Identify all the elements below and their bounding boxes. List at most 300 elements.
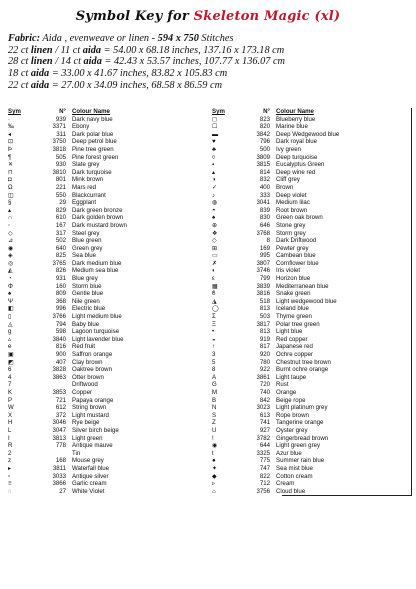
key-row — [8, 328, 208, 336]
colour-name: Cotton cream — [276, 472, 313, 480]
colour-name: Slate grey — [72, 161, 100, 169]
thread-number: 712 — [259, 480, 270, 488]
thread-number: 3033 — [52, 472, 66, 480]
key-row — [212, 283, 412, 291]
key-row — [8, 237, 208, 245]
key-row — [212, 427, 412, 435]
colour-name: Light wedgewood blue — [276, 297, 337, 305]
key-row — [8, 230, 208, 238]
thread-number — [30, 450, 72, 458]
thread-number: 640 — [55, 244, 66, 252]
thread-number: 720 — [259, 381, 270, 389]
colour-name: Pine tree green — [72, 145, 114, 153]
header-colour-name: Colour Name — [72, 108, 110, 115]
size-count: 28 ct — [8, 56, 31, 68]
colour-name: Silver birch beige — [72, 426, 119, 434]
colour-name: Iceland blue — [276, 305, 309, 313]
thread-symbol: G — [212, 381, 217, 389]
thread-symbol: ⊕ — [212, 221, 218, 229]
size-fabric: linen — [30, 44, 53, 56]
thread-number: 922 — [259, 366, 270, 374]
stitch-count: 594 x 750 — [157, 33, 199, 44]
colour-name: Blue grey — [72, 275, 98, 283]
colour-name: Azur blue — [276, 449, 302, 457]
colour-name: Rye beige — [72, 419, 100, 427]
colour-name: Light lavender blue — [72, 335, 124, 343]
thread-number: 368 — [55, 297, 66, 305]
colour-name: Deep turquoise — [276, 153, 318, 161]
colour-name: Red fruit — [72, 343, 96, 351]
thread-symbol: ≡ — [8, 480, 12, 488]
thread-number: 816 — [55, 343, 66, 351]
thread-number: 900 — [55, 351, 66, 358]
colour-name: Cornflower blue — [276, 259, 319, 267]
thread-symbol: ♠ — [8, 290, 12, 298]
thread-symbol: ◘ — [8, 176, 12, 184]
thread-number: 612 — [55, 404, 66, 412]
thread-symbol: 6 — [8, 366, 12, 374]
thread-symbol: 5 — [212, 358, 216, 366]
key-row — [8, 457, 208, 465]
thread-symbol: ◩ — [8, 358, 14, 366]
thread-number: 3041 — [256, 199, 270, 207]
size-dimensions: = 42.43 x 53.57 inches, 107.77 x 136.07 cm — [101, 56, 285, 68]
thread-symbol: ◮ — [212, 297, 217, 305]
key-row — [8, 313, 208, 321]
title-pattern-name: Skeleton Magic (xl) — [193, 9, 341, 24]
key-row — [212, 222, 412, 230]
key-row — [212, 389, 412, 397]
thread-symbol: ⌂ — [212, 487, 216, 495]
colour-name: Mars red — [72, 183, 97, 191]
colour-name: Light green — [72, 434, 103, 442]
thread-number: 168 — [55, 457, 66, 465]
thread-number: 550 — [55, 191, 66, 199]
thread-number: 825 — [55, 252, 66, 260]
key-row — [212, 131, 412, 139]
key-header-row — [212, 108, 412, 116]
key-row — [212, 366, 412, 374]
key-row — [8, 427, 208, 435]
colour-name: Mouse grey — [72, 457, 104, 465]
key-header-row — [8, 108, 208, 116]
thread-number: 839 — [259, 206, 270, 214]
key-row — [8, 321, 208, 329]
colour-name: Ebony — [72, 123, 90, 131]
thread-number: 919 — [259, 335, 270, 343]
thread-symbol: ◍ — [212, 199, 218, 207]
key-row — [8, 480, 208, 488]
thread-number: 822 — [259, 472, 270, 480]
thread-number: 3815 — [256, 161, 270, 169]
size-line-2 — [8, 68, 412, 80]
key-row — [212, 146, 412, 154]
page-title — [0, 9, 416, 24]
thread-symbol: ▫ — [8, 472, 11, 480]
key-row — [8, 419, 208, 427]
colour-name: Garlic cream — [72, 480, 107, 488]
thread-symbol: ▴ — [8, 206, 12, 214]
key-row — [212, 305, 412, 313]
thread-number: 794 — [55, 320, 66, 328]
key-row — [212, 116, 412, 124]
key-row — [212, 245, 412, 253]
colour-name: Eggplant — [72, 199, 97, 207]
thread-symbol: ▬ — [212, 130, 219, 138]
key-row — [8, 252, 208, 260]
colour-name: Tangerine orange — [276, 419, 324, 427]
size-line-0 — [8, 45, 412, 57]
thread-number: 3047 — [52, 426, 66, 434]
colour-name: Blueberry blue — [276, 115, 316, 123]
header-sym: Sym — [212, 108, 225, 115]
key-row — [212, 176, 412, 184]
colour-name: Sea blue — [72, 252, 97, 260]
thread-number: 829 — [55, 206, 66, 214]
colour-name: Stone grey — [276, 221, 306, 229]
thread-symbol: § — [8, 199, 12, 207]
colour-name: Dark medium blue — [72, 259, 122, 267]
colour-name: Oaktree brown — [72, 366, 112, 374]
fabric-line — [8, 33, 412, 45]
thread-symbol: ◻ — [212, 115, 218, 123]
key-row — [212, 457, 412, 465]
key-row — [212, 328, 412, 336]
colour-name: White Violet — [72, 487, 105, 495]
colour-name: Light green grey — [276, 442, 321, 450]
key-row — [212, 169, 412, 177]
colour-name: Eucalyptus Green — [276, 161, 325, 169]
thread-symbol: 3 — [212, 351, 216, 358]
thread-number: 613 — [259, 411, 270, 419]
thread-number: 160 — [55, 282, 66, 290]
thread-symbol: R — [8, 442, 13, 450]
key-row — [212, 359, 412, 367]
thread-symbol: X — [8, 411, 13, 419]
thread-number: 721 — [55, 396, 66, 404]
fabric-text: Aida , evenweave or linen - — [40, 33, 158, 44]
thread-number: 920 — [259, 351, 270, 358]
thread-symbol: ◉ — [212, 442, 218, 450]
colour-name: Gingerbread brown — [276, 434, 329, 442]
key-row — [8, 283, 208, 291]
colour-name: Sea mist blue — [276, 464, 313, 472]
thread-number: 27 — [59, 487, 66, 495]
thread-number: 823 — [259, 115, 270, 123]
key-row — [8, 222, 208, 230]
stitch-suffix: Stitches — [198, 33, 234, 44]
thread-number: 939 — [55, 115, 66, 123]
thread-symbol: ♠ — [212, 214, 216, 222]
thread-number: 505 — [55, 153, 66, 161]
thread-number: 996 — [55, 305, 66, 313]
colour-name: Pine forest green — [72, 153, 119, 161]
thread-number: 317 — [55, 229, 66, 237]
thread-symbol: ◒ — [212, 335, 216, 343]
colour-name: Lagoon turquoise — [72, 328, 120, 336]
thread-symbol: ◌ — [8, 487, 12, 495]
key-row — [212, 374, 412, 382]
thread-symbol: B — [212, 396, 217, 404]
thread-number: 930 — [55, 161, 66, 169]
key-row — [212, 336, 412, 344]
colour-name: Dark Driftwood — [276, 237, 317, 245]
key-row — [212, 313, 412, 321]
size-dimensions: = 33.00 x 41.67 inches, 83.82 x 105.83 cm — [49, 68, 228, 80]
colour-name: Light medium blue — [72, 313, 122, 321]
size-count: 22 ct — [8, 44, 31, 56]
thread-number: 3816 — [256, 290, 270, 298]
thread-symbol: ◆ — [212, 472, 217, 480]
thread-number: 221 — [55, 183, 66, 191]
thread-number: 646 — [259, 221, 270, 229]
thread-symbol: ∩ — [8, 214, 13, 222]
thread-symbol: ▸ — [8, 464, 12, 472]
colour-name: Copper — [72, 388, 92, 396]
thread-symbol: ▵ — [8, 335, 12, 343]
thread-symbol: ♥ — [212, 138, 216, 146]
thread-number: 778 — [55, 442, 66, 450]
thread-symbol: ▯ — [8, 313, 12, 321]
thread-number: 3853 — [52, 388, 66, 396]
thread-number: 3750 — [52, 138, 66, 146]
thread-symbol: ▴ — [212, 168, 216, 176]
thread-number: 3807 — [256, 259, 270, 267]
key-row — [8, 397, 208, 405]
thread-symbol: ◈ — [8, 252, 13, 260]
colour-name: Snake green — [276, 290, 311, 298]
colour-name: Steel grey — [72, 229, 100, 237]
thread-number: 799 — [259, 275, 270, 283]
thread-number: 3818 — [52, 145, 66, 153]
key-row — [8, 336, 208, 344]
thread-symbol: ◊ — [212, 153, 216, 161]
symbol-key-right-column — [212, 108, 412, 495]
colour-name: Nile green — [72, 297, 100, 305]
key-row — [8, 154, 208, 162]
colour-name: Brown — [276, 183, 294, 191]
colour-name: Gentle blue — [72, 290, 104, 298]
thread-number: 169 — [259, 244, 270, 252]
key-row — [212, 161, 412, 169]
key-row — [8, 435, 208, 443]
colour-name: Medium sea blue — [72, 267, 119, 275]
thread-number: 995 — [259, 252, 270, 260]
thread-symbol: ◦ — [8, 221, 11, 229]
colour-name: Cream — [276, 480, 295, 488]
fabric-info — [8, 33, 412, 92]
thread-number: 333 — [259, 191, 270, 199]
thread-number: 3811 — [52, 464, 66, 472]
colour-name: Thyme green — [276, 313, 312, 321]
colour-name: Root brown — [276, 206, 308, 214]
thread-number: 813 — [259, 305, 270, 313]
thread-number: 518 — [259, 297, 270, 305]
thread-number: 817 — [259, 343, 270, 351]
thread-symbol: t — [212, 449, 214, 457]
colour-name: Cambean blue — [276, 252, 316, 260]
thread-symbol: ¶ — [8, 153, 12, 161]
thread-symbol: ◎ — [8, 259, 14, 267]
colour-name: Iris violet — [276, 267, 301, 275]
key-row — [8, 161, 208, 169]
thread-number: 3866 — [52, 480, 66, 488]
key-row — [212, 381, 412, 389]
thread-number: 3863 — [52, 373, 66, 381]
thread-symbol: L — [8, 426, 12, 434]
thread-symbol: K — [8, 388, 13, 396]
thread-symbol: ❖ — [212, 229, 218, 237]
colour-name: Dark mustard brown — [72, 221, 127, 229]
colour-name: Waterfall blue — [72, 464, 110, 472]
colour-name: Blue green — [72, 237, 102, 245]
key-row — [212, 207, 412, 215]
colour-name: Deep Wedgewood blue — [276, 130, 340, 138]
thread-number: 3046 — [52, 419, 66, 427]
colour-name: Ochre copper — [276, 351, 313, 358]
thread-number: 598 — [55, 328, 66, 336]
key-row — [8, 366, 208, 374]
colour-name: Red copper — [276, 335, 308, 343]
key-row — [8, 245, 208, 253]
thread-symbol: U — [212, 426, 217, 434]
thread-symbol: ◓ — [212, 206, 216, 214]
colour-name: Clay brown — [72, 358, 103, 366]
thread-symbol: ◐ — [212, 267, 216, 275]
thread-number: 814 — [259, 168, 270, 176]
colour-name: Baby blue — [72, 320, 100, 328]
thread-symbol: M — [212, 388, 218, 396]
colour-name: Dark royal blue — [276, 138, 317, 146]
key-row — [212, 237, 412, 245]
thread-symbol: P — [8, 396, 13, 404]
thread-number: 3861 — [256, 373, 270, 381]
key-row — [212, 397, 412, 405]
key-row — [212, 123, 412, 131]
thread-symbol: ✗ — [212, 259, 218, 267]
size-fabric: aida — [30, 68, 50, 80]
thread-symbol: ‰ — [8, 123, 15, 131]
key-row — [212, 465, 412, 473]
thread-symbol: Ψ — [8, 297, 14, 305]
thread-symbol: Þ — [8, 145, 13, 153]
thread-number: 3756 — [256, 487, 270, 495]
thread-number: 3813 — [52, 434, 66, 442]
colour-name: Deep wine red — [276, 168, 316, 176]
thread-number: 3765 — [52, 259, 66, 267]
thread-symbol: 8 — [212, 366, 216, 374]
key-row — [212, 480, 412, 488]
thread-number: 3839 — [256, 282, 270, 290]
colour-name: Antique silver — [72, 472, 109, 480]
thread-number: 311 — [56, 130, 66, 138]
thread-number: 832 — [259, 176, 270, 184]
thread-number: 780 — [259, 358, 270, 366]
thread-symbol: 4 — [8, 373, 12, 381]
column-border-bottom — [282, 495, 412, 496]
key-row — [212, 275, 412, 283]
key-row — [8, 267, 208, 275]
colour-name: Dark green bronze — [72, 206, 123, 214]
thread-symbol: ↑ — [212, 343, 216, 351]
thread-symbol: ⊓ — [8, 168, 13, 176]
key-row — [8, 116, 208, 124]
thread-number: 8 — [266, 237, 270, 245]
thread-number: 801 — [55, 176, 66, 184]
thread-number: 740 — [259, 388, 270, 396]
header-colour-name: Colour Name — [276, 108, 314, 115]
thread-symbol: ◯ — [212, 305, 219, 313]
key-row — [212, 404, 412, 412]
thread-symbol: ◑ — [212, 176, 216, 184]
colour-name: Orange — [276, 388, 297, 396]
colour-name: Deep violet — [276, 191, 307, 199]
thread-number: 3840 — [52, 335, 66, 343]
thread-symbol: H — [8, 419, 13, 427]
thread-symbol: ◇ — [212, 237, 217, 245]
thread-symbol: 7 — [8, 381, 12, 389]
colour-name: Cloud blue — [276, 487, 306, 495]
thread-symbol: Φ — [8, 282, 13, 290]
key-row — [212, 435, 412, 443]
key-row — [8, 169, 208, 177]
thread-symbol: ◬ — [8, 320, 13, 328]
thread-symbol: • — [212, 328, 215, 336]
key-row — [212, 252, 412, 260]
colour-name: Light blue — [276, 328, 303, 336]
key-row — [8, 207, 208, 215]
thread-symbol: ◂ — [8, 130, 12, 138]
colour-name: Otter brown — [72, 373, 104, 381]
key-row — [212, 199, 412, 207]
header-number: N° — [263, 108, 270, 115]
thread-symbol: ◇ — [8, 229, 13, 237]
thread-number: 3325 — [256, 449, 270, 457]
thread-number: 3810 — [52, 168, 66, 176]
colour-name: Marine blue — [276, 123, 308, 131]
thread-symbol: ☐ — [212, 123, 218, 131]
symbol-key-left-column — [8, 108, 208, 495]
thread-symbol: ▦ — [212, 282, 218, 290]
size-line-1 — [8, 56, 412, 68]
key-row — [212, 267, 412, 275]
thread-number: 927 — [259, 426, 270, 434]
key-row — [8, 450, 208, 458]
thread-number: 407 — [55, 358, 66, 366]
thread-number: 3809 — [256, 153, 270, 161]
thread-symbol: W — [8, 404, 14, 412]
thread-number: 747 — [259, 464, 270, 472]
colour-name: Driftwood — [72, 381, 98, 389]
thread-number: 820 — [259, 123, 270, 131]
thread-symbol: ◉ — [8, 244, 14, 252]
thread-symbol: ! — [212, 434, 214, 442]
size-dimensions: = 54.00 x 68.18 inches, 137.16 x 173.18 cm — [101, 44, 285, 56]
thread-symbol: ♣ — [212, 145, 216, 153]
key-row — [212, 321, 412, 329]
key-row — [8, 442, 208, 450]
thread-number: 796 — [259, 138, 270, 146]
colour-name: Chestnut tree brown — [276, 358, 331, 366]
colour-name: Dark navy blue — [72, 115, 113, 123]
key-row — [212, 488, 412, 496]
thread-number: 3023 — [256, 404, 270, 412]
key-row — [8, 305, 208, 313]
thread-symbol: A — [212, 373, 217, 381]
thread-symbol: · — [8, 115, 11, 123]
thread-number: 842 — [259, 396, 270, 404]
thread-symbol: ● — [212, 457, 216, 465]
